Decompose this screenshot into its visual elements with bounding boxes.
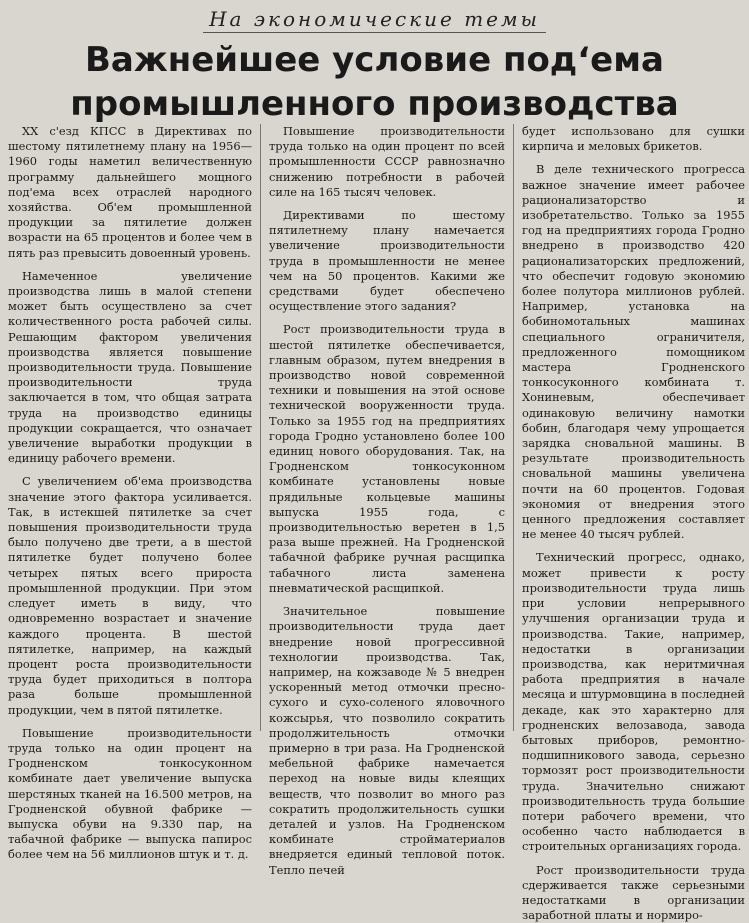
paragraph: В деле технического прогресса важное значение имеет рабочее рационализаторство и изобретательство. Только за 1955 год на предприятиях города Гродно внедрено в производство 420 рационализаторских предложений, что обеспечит годовую экономию более полутора миллионов рублей. Например, установка на бобиномотальных машинах специального ограничителя, предложенного помощником мастера Гродненского тонкосуконного комбината т. Хониневым, обеспечивает одинаковую величину намотки бобин, благодаря чему упрощается зарядка сновальной машины. В результате производительность сновальной машины увеличена почти на 60 процентов. Годовая экономия от внедрения этого ценного предложения составляет не менее 40 тысяч рублей.: [522, 162, 745, 542]
paragraph: Директивами по шестому пятилетнему плану намечается увеличение производительности труда в промышленности не менее чем на 50 процентов. Какими же средствами будет обеспечено осуществление этого задания?: [269, 208, 505, 314]
headline-line-2: промышленного производства: [70, 84, 679, 124]
paragraph: Технический прогресс, однако, может привести к росту производительности труда лишь при условии непрерывного улучшения организации труда и производства. Такие, например, недостатки в организации производства, как неритмичная работа предприятия в начале месяца и штурмовщина в последней декаде, как это характерно для гродненских велозавода, завода бытовых приборов, ремонтно-подшипникового завода, серьезно тормозят рост производительности труда. Значительно снижают производительность труда большие потери рабочего времени, что особенно часто наблюдается в строительных организациях города.: [522, 550, 745, 854]
paragraph: Рост производительности труда сдерживается также серьезными недостатками в организации заработной платы и нормиро-: [522, 862, 745, 923]
section-rubric: На экономические темы: [8, 6, 741, 32]
headline-line-1: Важнейшее условие под‘ема: [85, 40, 664, 80]
paragraph: Намеченное увеличение производства лишь в малой степени может быть осуществлено за счет количественного роста рабочей силы. Решающим фактором увеличения производства является повышение производительности труда. Повышение производительности труда заключается в том, что общая затрата труда на производство единицы продукции сокращается, что означает увеличение выработки продукции в единицу рабочего времени.: [8, 268, 252, 466]
paragraph: Рост производительности труда в шестой пятилетке обеспечивается, главным образом, путем внедрения в производство новой современной техники и повышения на этой основе технической вооруженности труда. Только за 1955 год на предприятиях города Гродно установлено более 100 единиц нового оборудования. Так, на Гродненском тонкосуконном комбинате установлены новые прядильные кольцевые машины выпуска 1955 года, с производительностью веретен в 1,5 раза выше прежней. На Гродненской табачной фабрике ручная расщипка табачного листа заменена пневматической расщипкой.: [269, 322, 505, 595]
article-headline: [8, 38, 741, 126]
paragraph: Значительное повышение производительности труда дает внедрение новой прогрессивной технологии производства. Так, например, на кожзаводе № 5 внедрен ускоренный метод отмочки пресно-сухого и сухо-соленого яловочного кожсырья, что позволило сократить продолжительность отмочки примерно в три раза. На Гродненской мебельной фабрике намечается переход на новые виды клеящих веществ, что позволит во много раз сократить продолжительность сушки деталей и узлов. На Гродненском комбинате стройматериалов внедряется единый тепловой поток. Тепло печей: [269, 604, 505, 877]
paragraph: Повышение производительности труда только на один процент на Гродненском тонкосуконном комбинате дает увеличение выпуска шерстяных тканей на 16.500 метров, на Гродненской обувной фабрике — выпуска обуви на 9.330 пар, на табачной фабрике — выпуска папирос более чем на 56 миллионов штук и т. д.: [8, 725, 252, 862]
paragraph: XX с'езд КПСС в Директивах по шестому пятилетнему плану на 1956—1960 годы наметил величественную программу дальнейшего мощного под'ема всех отраслей народного хозяйства. Об'ем промышленной продукции за пятилетие должен возрасти на 65 процентов и более чем в пять раз превысить довоенный уровень.: [8, 124, 252, 260]
column-3: [513, 124, 745, 923]
paragraph: С увеличением об'ема производства значение этого фактора усиливается. Так, в истекшей пятилетке за счет повышения производительности труда было получено две трети, а в шестой пятилетке будет получено более четырех пятых всего прироста промышленной продукции. При этом следует иметь в виду, что одновременно возрастает и значение каждого процента. В шестой пятилетке, например, на каждый процент роста производительности труда будет приходиться в полтора раза больше промышленной продукции, чем в пятой пятилетке.: [8, 474, 252, 717]
paragraph: будет использовано для сушки кирпича и меловых брикетов.: [522, 124, 745, 154]
column-2: [260, 124, 513, 877]
article-body: [8, 124, 745, 923]
paragraph: Повышение производительности труда только на один процент по всей промышленности СССР равнозначно снижению потребности в рабочей силе на 165 тысяч человек.: [269, 124, 505, 199]
column-1: [8, 124, 260, 862]
